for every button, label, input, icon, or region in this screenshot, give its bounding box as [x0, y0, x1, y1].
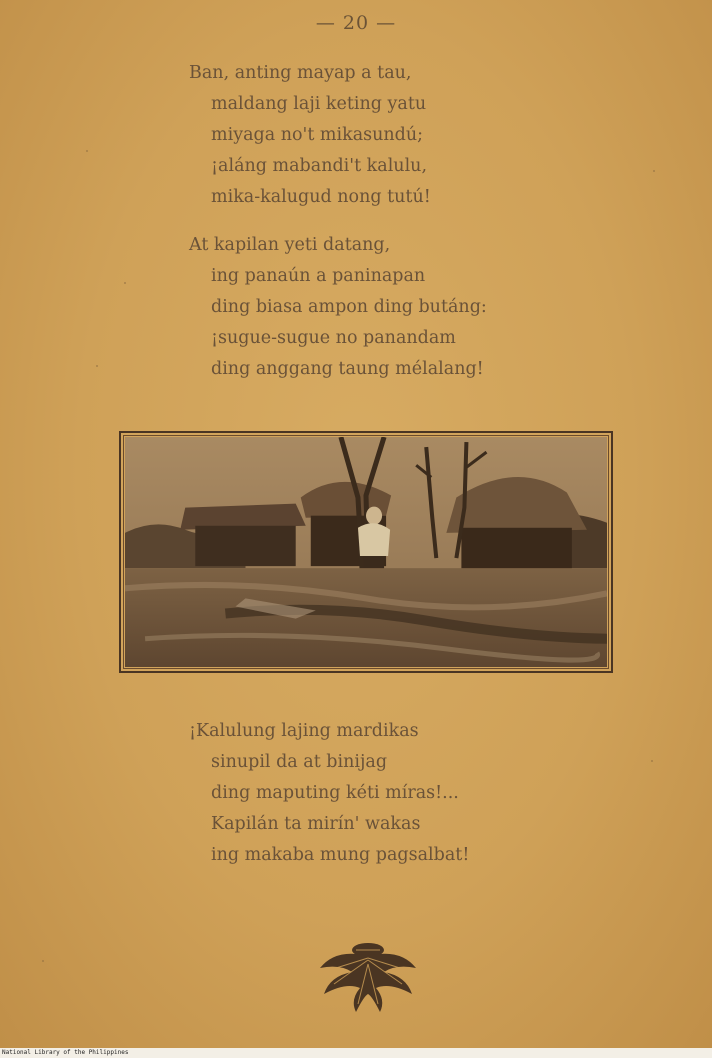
verse-line: ¡sugue-sugue no panandam — [211, 328, 456, 348]
paper-speck — [651, 760, 653, 762]
paper-speck — [653, 170, 655, 172]
verse-line: ding biasa ampon ding butáng: — [211, 297, 487, 317]
verse-line: ing makaba mung pagsalbat! — [211, 845, 470, 865]
verse-line: mika-kalugud nong tutú! — [211, 187, 431, 207]
photo-frame — [119, 431, 613, 673]
verse-line: ding anggang taung mélalang! — [211, 359, 484, 379]
stanza-1 — [189, 58, 431, 213]
paper-speck — [86, 150, 88, 152]
page-number: — 20 — — [315, 12, 397, 34]
stanza-3 — [189, 716, 469, 871]
verse-line: Kapilán ta mirín' wakas — [211, 814, 421, 834]
verse-line: miyaga no't mikasundú; — [211, 125, 424, 145]
verse-line: ing panaún a paninapan — [211, 266, 426, 286]
verse-line: ding maputing kéti míras!... — [211, 783, 459, 803]
verse-line: ¡aláng mabandi't kalulu, — [211, 156, 428, 176]
village-huts-photo — [125, 437, 607, 667]
paper-speck — [124, 282, 126, 284]
verse-line: ¡Kalulung lajing mardikas — [189, 721, 419, 741]
verse-line: maldang laji keting yatu — [211, 94, 427, 114]
verse-line: sinupil da at binijag — [211, 752, 388, 772]
stanza-2 — [189, 230, 487, 385]
leaf-ornament-icon — [316, 938, 420, 1014]
verse-line: At kapilan yeti datang, — [189, 235, 391, 255]
paper-speck — [42, 960, 44, 962]
library-credit: National Library of the Philippines — [2, 1049, 129, 1056]
paper-speck — [96, 365, 98, 367]
verse-line: Ban, anting mayap a tau, — [189, 63, 412, 83]
